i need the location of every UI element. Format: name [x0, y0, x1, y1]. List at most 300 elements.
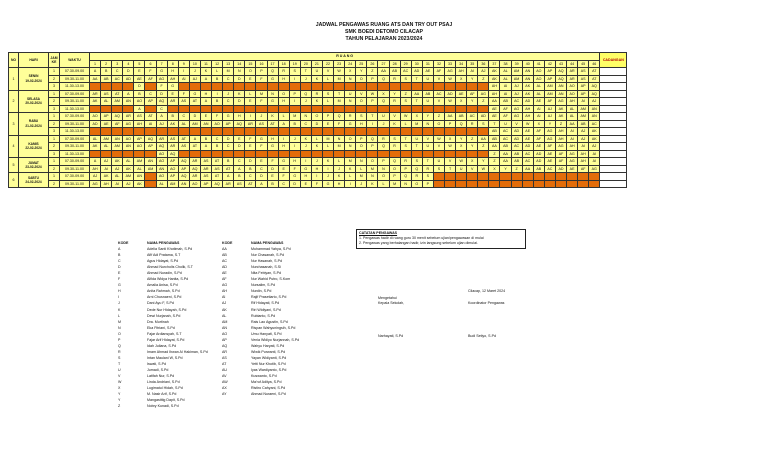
room-cell: AL — [567, 113, 578, 121]
room-cell: AC — [500, 128, 511, 136]
room-cell — [212, 128, 223, 136]
schedule-row — [9, 68, 627, 76]
room-cell: V — [445, 158, 456, 166]
room-cell: AS — [256, 120, 267, 128]
room-cell: N — [345, 143, 356, 151]
room-cell: G — [300, 165, 311, 173]
pengawas-nama: Lugimatul Hidah, S.Pd — [147, 386, 183, 391]
room-cell: D — [123, 68, 134, 76]
room-cell: K — [367, 180, 378, 188]
room-cell: D — [245, 158, 256, 166]
room-cell: T — [411, 143, 422, 151]
room-cell: AG — [567, 150, 578, 158]
room-number: 27 — [378, 60, 389, 68]
room-cell: Z — [478, 143, 489, 151]
room-cell: AB — [500, 143, 511, 151]
room-cell: Q — [400, 173, 411, 181]
room-cell: M — [322, 135, 333, 143]
room-cell: AE — [489, 105, 500, 113]
room-cell: J — [322, 173, 333, 181]
room-cell: J — [300, 75, 311, 83]
room-cell: AS — [234, 180, 245, 188]
pengawas-kode: A — [118, 247, 121, 252]
room-cell — [367, 83, 378, 91]
room-cell — [289, 105, 300, 113]
room-cell — [422, 150, 433, 158]
room-cell: AR — [200, 165, 211, 173]
room-cell — [156, 128, 167, 136]
room-cell: AN — [178, 180, 189, 188]
room-cell: AJ — [156, 120, 167, 128]
room-cell: AK — [90, 143, 101, 151]
room-cell: AH — [578, 150, 589, 158]
room-cell: G — [267, 98, 278, 106]
room-cell: AG — [478, 90, 489, 98]
room-cell: AE — [522, 128, 533, 136]
document-title-block — [0, 22, 768, 43]
room-cell — [433, 83, 444, 91]
room-cell: C — [145, 90, 156, 98]
room-cell: AG — [156, 75, 167, 83]
room-cell: K — [311, 143, 322, 151]
room-cell: V — [433, 143, 444, 151]
room-cell: H — [278, 75, 289, 83]
pengawas-nama: Arni Chusnaeni, S.Pd — [147, 295, 182, 300]
room-cell: AI — [145, 120, 156, 128]
room-cell: B — [234, 173, 245, 181]
room-cell: L — [400, 120, 411, 128]
room-cell: AP — [178, 165, 189, 173]
room-cell: AC — [467, 113, 478, 121]
room-cell: K — [345, 165, 356, 173]
room-cell: AF — [433, 68, 444, 76]
room-cell: N — [300, 113, 311, 121]
pengawas-kode: M — [118, 319, 121, 324]
room-cell: V — [322, 68, 333, 76]
room-cell — [356, 105, 367, 113]
room-cell: H — [334, 180, 345, 188]
room-cell: AD — [522, 98, 533, 106]
waktu-cell: 07.30-09.00 — [60, 173, 90, 181]
room-cell: AQ — [112, 113, 123, 121]
room-cell — [389, 83, 400, 91]
pengawas-kode: AM — [222, 319, 228, 324]
room-cell: P — [389, 173, 400, 181]
room-cell — [300, 83, 311, 91]
room-cell: F — [311, 180, 322, 188]
room-cell: AK — [489, 75, 500, 83]
room-cell: AN — [522, 68, 533, 76]
room-cell: G — [156, 68, 167, 76]
room-cell: Q — [378, 143, 389, 151]
room-cell — [522, 180, 533, 188]
room-cell — [267, 105, 278, 113]
room-cell: K — [267, 113, 278, 121]
room-cell: S — [411, 158, 422, 166]
room-number: 37 — [489, 60, 500, 68]
room-cell — [511, 180, 522, 188]
room-cell: H — [289, 158, 300, 166]
room-number: 26 — [367, 60, 378, 68]
room-cell: AL — [533, 83, 544, 91]
pengawas-list-right — [222, 240, 299, 397]
room-cell: AJ — [578, 135, 589, 143]
room-cell: AH — [489, 90, 500, 98]
room-cell: AB — [500, 98, 511, 106]
waktu-cell: 09.30-11.00 — [60, 180, 90, 188]
room-cell: AO — [156, 158, 167, 166]
room-cell: AH — [101, 180, 112, 188]
room-cell: N — [345, 75, 356, 83]
room-cell — [433, 180, 444, 188]
room-cell: AF — [112, 120, 123, 128]
room-cell: M — [334, 143, 345, 151]
room-cell: AT — [178, 135, 189, 143]
pengawas-nama: Ma'ruf Aditya, S.Pd — [251, 380, 282, 385]
schedule-row — [9, 158, 627, 166]
room-number: 12 — [212, 60, 223, 68]
room-cell: AB — [511, 150, 522, 158]
schedule-row — [9, 135, 627, 143]
room-number: 40 — [522, 60, 533, 68]
room-cell: AR — [223, 180, 234, 188]
room-number: 35 — [467, 60, 478, 68]
room-cell: AG — [555, 98, 566, 106]
room-cell: A — [234, 165, 245, 173]
room-number: 46 — [589, 60, 600, 68]
room-cell: AQ — [212, 180, 223, 188]
room-cell: H — [267, 135, 278, 143]
room-cell — [356, 83, 367, 91]
notes-box — [356, 229, 526, 249]
room-number: 5 — [134, 60, 145, 68]
room-cell: AO — [134, 98, 145, 106]
room-cell: T — [400, 135, 411, 143]
room-cell: C — [245, 173, 256, 181]
pengawas-nama: Muhammad Yahya, S.Pd — [251, 247, 291, 252]
room-cell — [189, 150, 200, 158]
room-cell: D — [234, 143, 245, 151]
room-cell: C — [156, 105, 167, 113]
room-cell: AC — [544, 165, 555, 173]
room-cell: L — [278, 113, 289, 121]
room-cell: X — [445, 135, 456, 143]
room-cell: AE — [544, 158, 555, 166]
room-cell: AG — [567, 158, 578, 166]
room-cell: I — [311, 173, 322, 181]
room-cell — [267, 150, 278, 158]
room-cell: E — [256, 158, 267, 166]
room-cell: AQ — [178, 173, 189, 181]
room-cell: AI — [533, 105, 544, 113]
room-cell — [367, 150, 378, 158]
room-cell — [178, 150, 189, 158]
room-cell: AE — [533, 98, 544, 106]
room-cell — [567, 173, 578, 181]
schedule-row — [9, 143, 627, 151]
room-number: 38 — [500, 60, 511, 68]
pengawas-kode: G — [118, 283, 121, 288]
jam-cell: 2 — [49, 120, 60, 128]
room-cell: I — [289, 98, 300, 106]
pengawas-nama: Nurdin, S.Pd — [251, 289, 272, 294]
room-cell — [334, 150, 345, 158]
room-cell: A — [156, 113, 167, 121]
pengawas-kode: AB — [222, 253, 227, 258]
room-cell — [278, 105, 289, 113]
room-cell: E — [167, 90, 178, 98]
room-cell: AK — [134, 180, 145, 188]
jam-cell: 1 — [49, 68, 60, 76]
room-cell: B — [134, 90, 145, 98]
room-cell — [212, 105, 223, 113]
room-number: 18 — [278, 60, 289, 68]
room-cell — [112, 105, 123, 113]
room-cell — [212, 150, 223, 158]
room-cell — [400, 83, 411, 91]
pengawas-kode: P — [118, 337, 121, 342]
room-cell: R — [378, 135, 389, 143]
waktu-cell: 09.30-11.00 — [60, 98, 90, 106]
room-cell: AE — [101, 120, 112, 128]
pengawas-nama: M. Nasir Arif, S.Pd — [147, 392, 177, 397]
pengawas-kode: H — [118, 289, 121, 294]
jam-cell: 3 — [49, 83, 60, 91]
room-cell: A — [90, 158, 101, 166]
pengawas-nama: Wahyu Haryati, S.Pd — [251, 343, 285, 348]
room-number: 36 — [478, 60, 489, 68]
room-cell — [200, 105, 211, 113]
room-cell: I — [367, 120, 378, 128]
room-cell: AP — [578, 90, 589, 98]
room-cell: W — [433, 135, 444, 143]
room-cell: R — [422, 165, 433, 173]
day-number: 1 — [9, 68, 19, 91]
pengawas-nama: Linda Andriani, S.Pd — [147, 380, 180, 385]
room-cell: H — [234, 113, 245, 121]
waktu-cell: 09.30-11.00 — [60, 75, 90, 83]
room-cell: AA — [478, 135, 489, 143]
room-cell: J — [256, 113, 267, 121]
room-cell: R — [389, 143, 400, 151]
pengawas-nama: Nurchasanah, S.Si — [251, 265, 281, 270]
room-cell — [123, 105, 134, 113]
room-cell: V — [433, 98, 444, 106]
room-cell: AR — [156, 135, 167, 143]
room-cell: B — [212, 98, 223, 106]
day-name: KAMIS — [28, 141, 39, 146]
cadangan-cell — [600, 75, 627, 83]
room-cell — [522, 173, 533, 181]
room-cell: C — [212, 135, 223, 143]
room-cell: C — [256, 165, 267, 173]
room-cell — [411, 83, 422, 91]
room-cell: AC — [511, 143, 522, 151]
room-cell: D — [223, 135, 234, 143]
room-cell: K — [311, 98, 322, 106]
pengawas-nama: Agus Hidayat, S.Pd — [147, 259, 179, 264]
room-cell: E — [200, 113, 211, 121]
room-cell — [223, 150, 234, 158]
room-cell: AS — [200, 158, 211, 166]
room-cell: C — [112, 68, 123, 76]
room-cell: AK — [123, 165, 134, 173]
room-number: 9 — [178, 60, 189, 68]
pengawas-kode: AU — [222, 367, 227, 372]
room-cell: U — [500, 120, 511, 128]
room-cell: J — [300, 98, 311, 106]
room-cell: AI — [500, 90, 511, 98]
room-cell: AR — [189, 158, 200, 166]
room-cell: U — [433, 158, 444, 166]
room-number: 16 — [256, 60, 267, 68]
left-role-2: Kepala Sekolah, — [378, 301, 405, 305]
schedule-row — [9, 180, 627, 188]
room-cell — [145, 105, 156, 113]
room-cell: AK — [489, 68, 500, 76]
pengawas-nama: Dra. Murtinah — [147, 319, 169, 324]
room-cell — [433, 150, 444, 158]
room-cell — [544, 180, 555, 188]
room-cell: B — [212, 143, 223, 151]
room-cell: AL — [101, 98, 112, 106]
room-cell: O — [389, 165, 400, 173]
room-number: 45 — [578, 60, 589, 68]
room-cell: D — [156, 90, 167, 98]
pengawas-kode: X — [118, 386, 121, 391]
room-cell: AQ — [167, 150, 178, 158]
pengawas-kode: AP — [222, 337, 227, 342]
room-cell: F — [267, 158, 278, 166]
room-cell: AQ — [589, 90, 600, 98]
room-cell: AK — [589, 128, 600, 136]
pengawas-nama: Fajar Arif Hidayat, S.Pd — [147, 337, 185, 342]
room-cell: AL — [112, 173, 123, 181]
room-cell — [400, 150, 411, 158]
room-cell: AH — [555, 135, 566, 143]
room-cell: AL — [500, 68, 511, 76]
room-number: 4 — [123, 60, 134, 68]
jam-cell: 1 — [49, 135, 60, 143]
cadangan-cell — [600, 105, 627, 113]
pengawas-kode: R — [118, 349, 121, 354]
room-cell: AD — [478, 113, 489, 121]
room-cell: O — [378, 173, 389, 181]
room-cell: I — [278, 135, 289, 143]
room-cell: N — [378, 165, 389, 173]
pengawas-kode: L — [118, 313, 120, 318]
waktu-cell: 07.30-09.00 — [60, 135, 90, 143]
pengawas-row — [222, 391, 299, 397]
day-cell — [19, 173, 49, 188]
room-cell: AK — [555, 105, 566, 113]
day-name: SELASA — [27, 96, 40, 101]
pengawas-kode: V — [118, 374, 121, 379]
room-number: 13 — [223, 60, 234, 68]
room-cell: AH — [90, 165, 101, 173]
room-cell: R — [389, 75, 400, 83]
room-cell — [500, 180, 511, 188]
room-cell — [478, 83, 489, 91]
room-cell: AO — [533, 68, 544, 76]
nama-header: NAMA PENGAWAS — [251, 241, 284, 245]
room-cell: F — [178, 90, 189, 98]
room-cell — [134, 128, 145, 136]
room-cell: AM — [145, 165, 156, 173]
room-cell: AP — [544, 75, 555, 83]
room-cell: Z — [433, 113, 444, 121]
room-cell: K — [234, 90, 245, 98]
room-cell: U — [378, 113, 389, 121]
room-cell — [378, 128, 389, 136]
pengawas-kode: Q — [118, 343, 121, 348]
room-cell: AE — [134, 75, 145, 83]
room-cell: AI — [101, 165, 112, 173]
room-cell — [478, 150, 489, 158]
room-cell — [278, 128, 289, 136]
room-cell: AR — [189, 173, 200, 181]
room-cell: AS — [134, 113, 145, 121]
room-cell: AM — [578, 113, 589, 121]
room-cell: AB — [101, 75, 112, 83]
jam-cell: 1 — [49, 113, 60, 121]
room-cell: AN — [555, 90, 566, 98]
room-cell — [456, 105, 467, 113]
room-cell: U — [422, 98, 433, 106]
pengawas-nama: Amalia Anisa, S.Pd — [147, 283, 178, 288]
room-cell: AA — [489, 98, 500, 106]
room-cell — [389, 105, 400, 113]
room-cell: AM — [112, 143, 123, 151]
room-cell: M — [389, 180, 400, 188]
room-cell: T — [489, 120, 500, 128]
room-cell: AL — [90, 135, 101, 143]
room-cell: AO — [567, 83, 578, 91]
room-cell: S — [433, 165, 444, 173]
pengawas-kode: AT — [222, 361, 227, 366]
room-cell: X — [411, 113, 422, 121]
room-cell — [356, 128, 367, 136]
room-cell: S — [478, 120, 489, 128]
room-cell — [345, 83, 356, 91]
room-cell — [334, 128, 345, 136]
cadangan-cell — [600, 135, 627, 143]
room-cell: AH — [134, 120, 145, 128]
room-cell — [112, 128, 123, 136]
pengawas-nama: Jumadi, S.Pd — [147, 367, 169, 372]
room-cell: AM — [511, 68, 522, 76]
room-cell: Q — [300, 90, 311, 98]
room-cell: G — [278, 158, 289, 166]
room-cell: AT — [223, 165, 234, 173]
room-cell — [123, 83, 134, 91]
room-cell — [544, 173, 555, 181]
room-cell: F — [289, 165, 300, 173]
pengawas-nama: Rif Hidayati, S.Pd — [251, 301, 280, 306]
room-cell: AD — [555, 165, 566, 173]
room-cell — [478, 105, 489, 113]
room-cell — [578, 180, 589, 188]
room-cell: O — [278, 90, 289, 98]
room-cell: N — [267, 90, 278, 98]
room-cell — [123, 128, 134, 136]
room-cell — [378, 83, 389, 91]
room-cell: AQ — [145, 135, 156, 143]
room-cell: A — [123, 90, 134, 98]
room-cell: AO — [212, 120, 223, 128]
room-cell: G — [167, 83, 178, 91]
pengawas-kode: I — [118, 295, 119, 300]
